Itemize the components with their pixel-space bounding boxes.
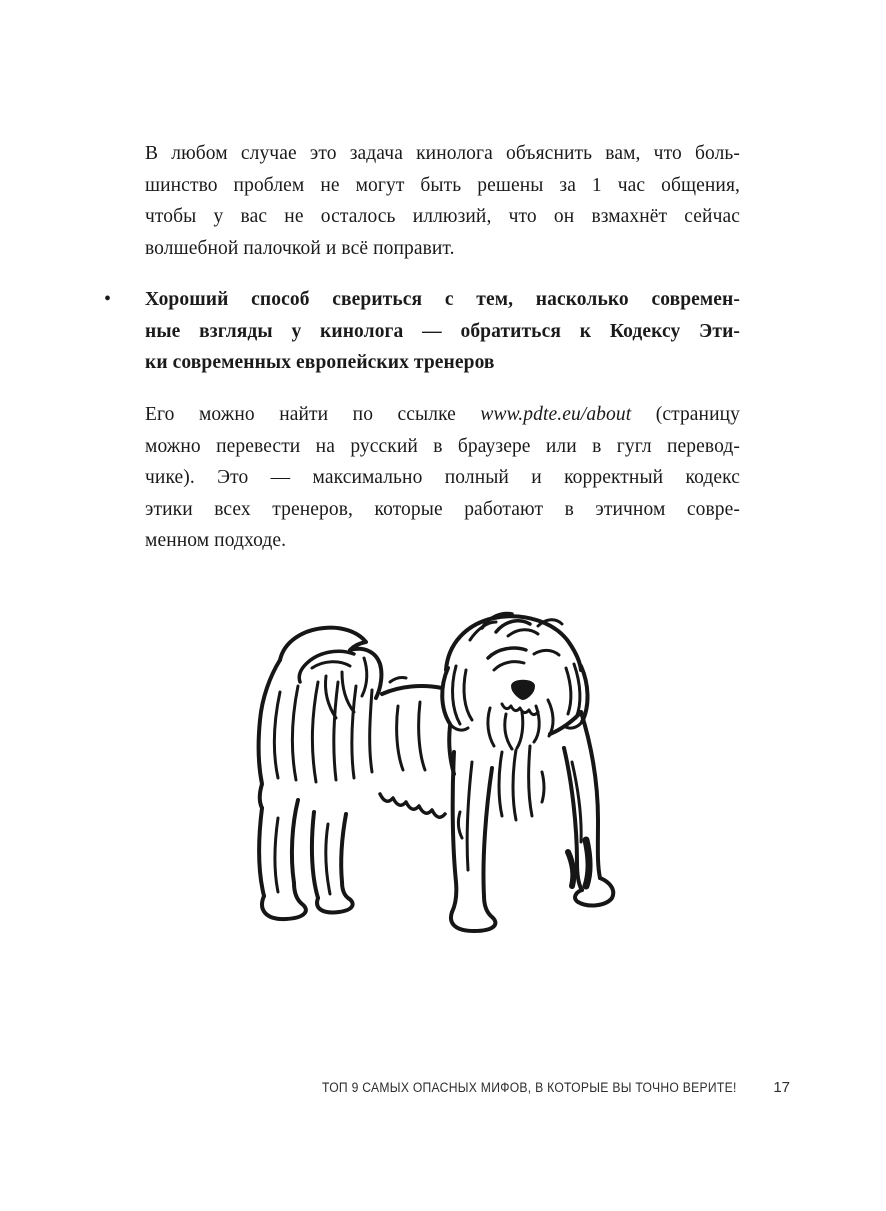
paragraph-line: волшебной палочкой и всё поправит. xyxy=(145,237,455,259)
paragraph-text: Его можно найти по ссылке xyxy=(145,404,481,425)
paragraph-line: чтобы у вас не осталось иллюзий, что он взмахнёт сейчас xyxy=(145,206,740,227)
paragraph-line: можно перевести на русский в браузере или в гугл перевод- xyxy=(145,435,740,457)
shaggy-dog-drawing xyxy=(250,602,622,942)
heading-line: Хороший способ свериться с тем, насколько современ- xyxy=(145,289,740,310)
paragraph-line: чике). Это — максимально полный и корректный кодекс xyxy=(145,467,740,488)
paragraph-line: В любом случае это задача кинолога объяснить вам, что боль- xyxy=(145,143,740,164)
paragraph-text: (страницу xyxy=(631,404,741,425)
page-footer xyxy=(0,1079,886,1099)
dog-illustration xyxy=(250,602,622,942)
paragraph-line: этики всех тренеров, которые работают в этичном совре- xyxy=(145,498,740,520)
bullet-heading xyxy=(145,284,740,379)
heading-line: ки современных европейских тренеров xyxy=(145,352,495,373)
page-number: 17 xyxy=(773,1079,790,1096)
footer-running-title: ТОП 9 САМЫХ ОПАСНЫХ МИФОВ, В КОТОРЫЕ ВЫ ТОЧНО ВЕРИТЕ! xyxy=(322,1080,737,1095)
paragraph-link xyxy=(145,399,740,557)
paragraph-line xyxy=(145,399,740,431)
bullet-marker: • xyxy=(104,288,112,310)
printed-url: www.pdte.eu/about xyxy=(480,404,632,425)
paragraph-line: шинство проблем не могут быть решены за 1 час общения, xyxy=(145,174,740,196)
heading-line: ные взгляды у кинолога — обратиться к Кодексу Эти- xyxy=(145,320,740,342)
paragraph-line: менном подходе. xyxy=(145,530,287,551)
paragraph-intro xyxy=(145,138,740,264)
